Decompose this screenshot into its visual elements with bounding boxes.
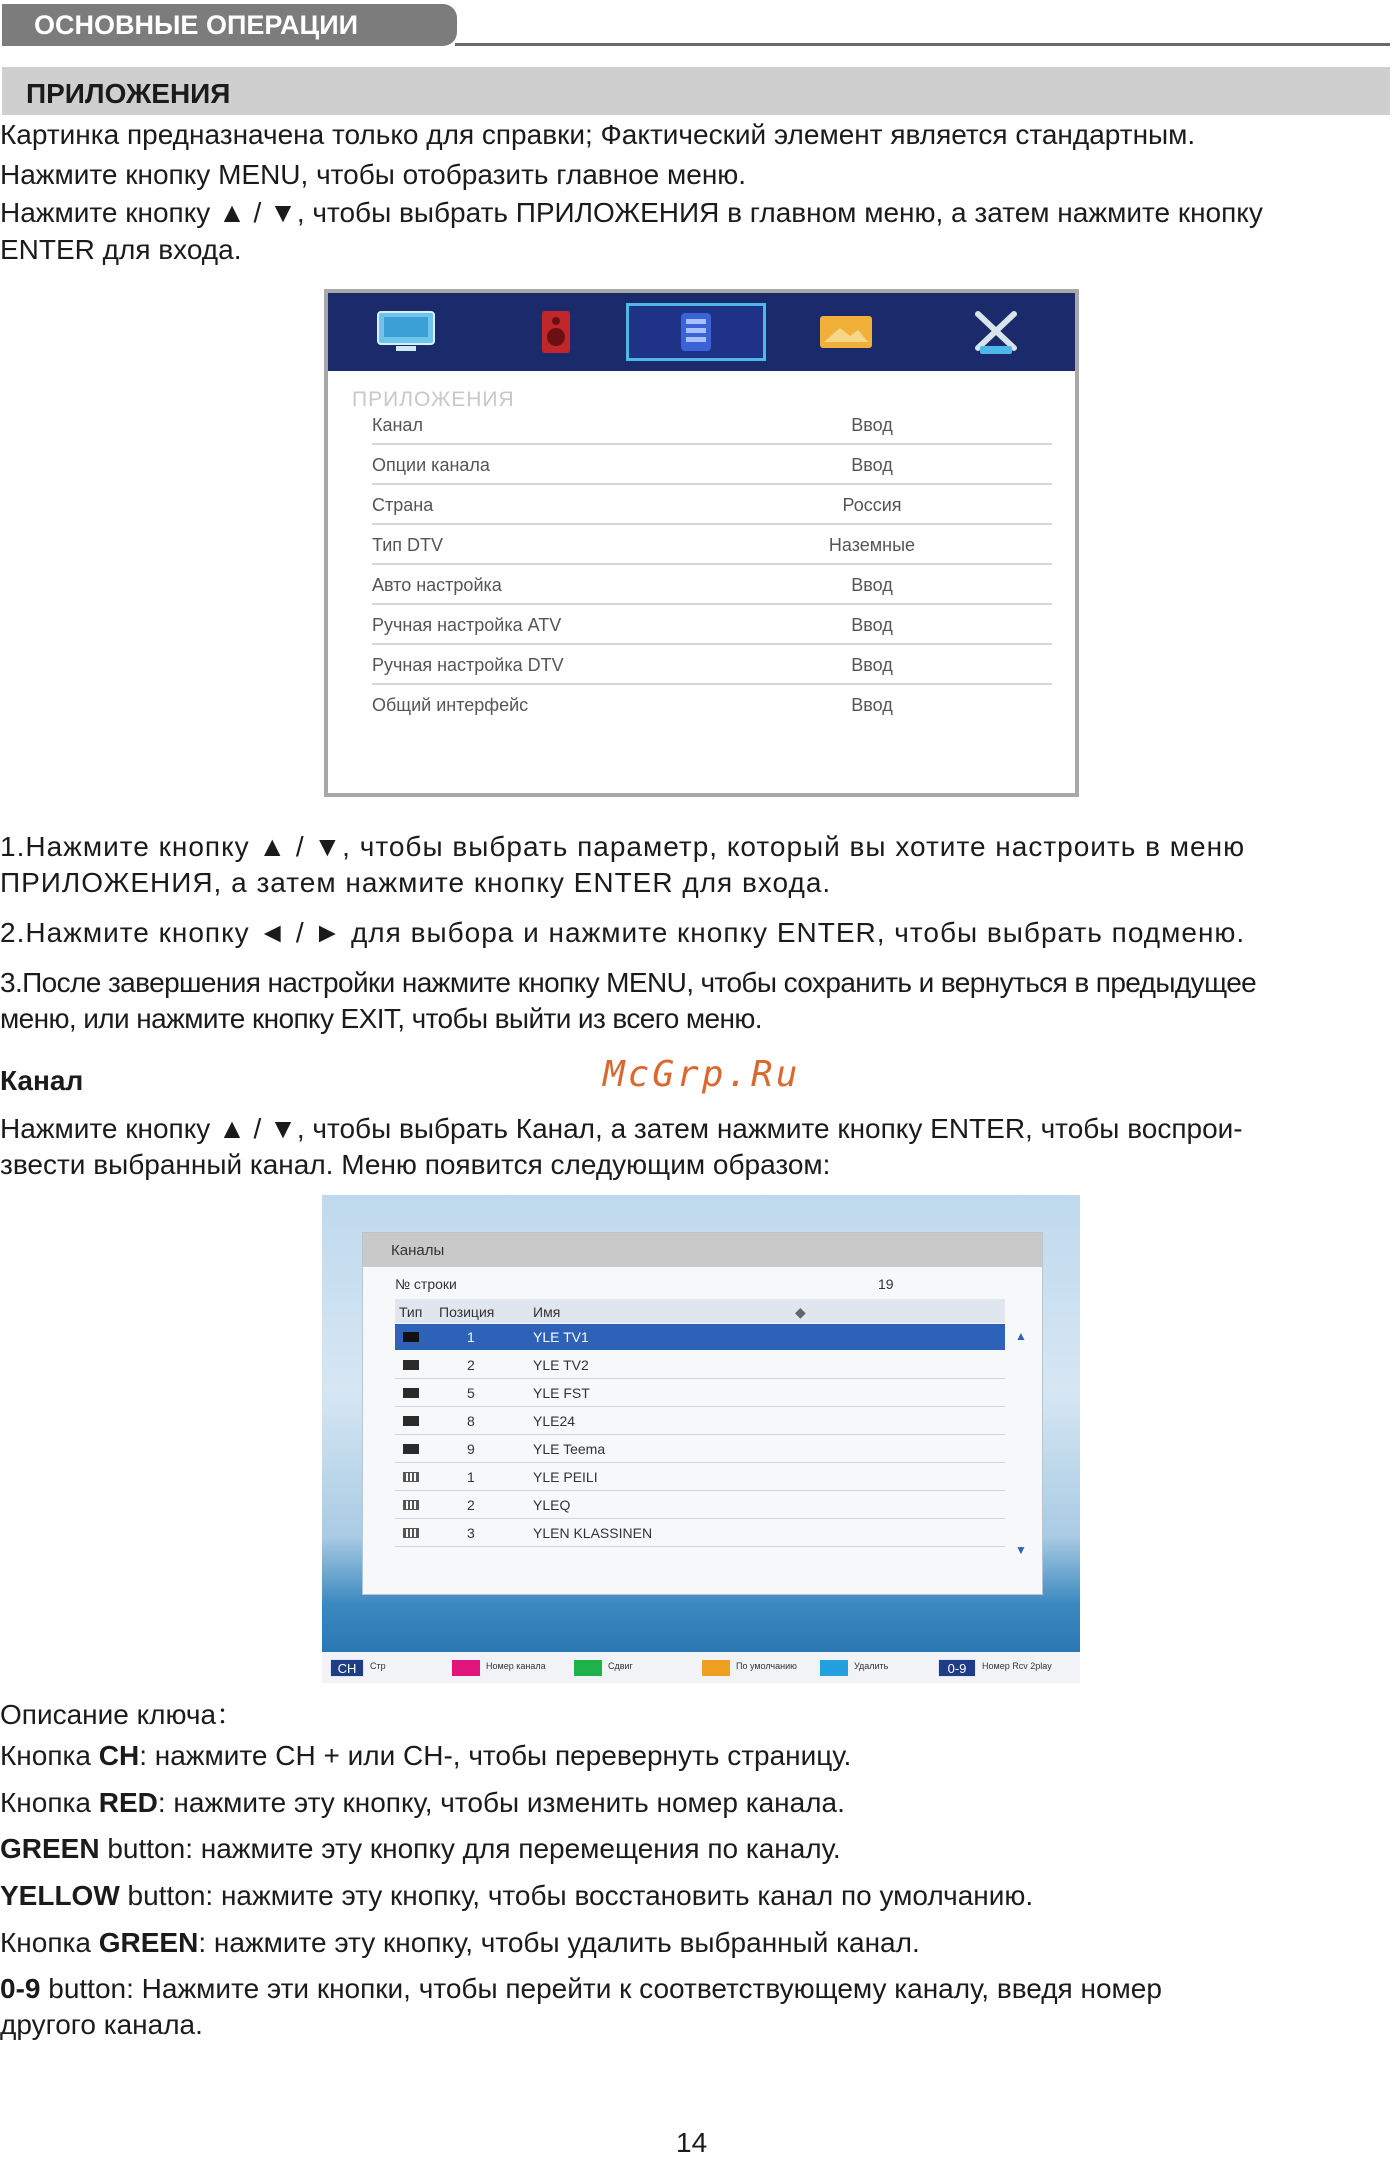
- channel-list-titlebar: [363, 1233, 1042, 1267]
- channel-row[interactable]: [395, 1492, 1005, 1519]
- key-description-heading: Описание ключа：: [0, 1699, 245, 1730]
- yellow-key-icon: [702, 1660, 730, 1676]
- key-name: 0-9: [0, 1973, 41, 2004]
- dtv-icon: [403, 1332, 419, 1342]
- radio-icon: [403, 1472, 419, 1482]
- menu-row-value: Россия: [842, 495, 902, 515]
- key-legend-bar: [322, 1652, 1080, 1683]
- yellow-key-label: По умолчанию: [736, 1661, 797, 1671]
- picture-icon: [776, 303, 916, 361]
- header-name: Имя: [533, 1304, 561, 1320]
- channel-position: 5: [467, 1385, 475, 1401]
- step-1-line-2: ПРИЛОЖЕНИЯ, а затем нажмите кнопку ENTER для входа.: [0, 867, 832, 898]
- section-divider: [455, 43, 1390, 46]
- menu-row[interactable]: [372, 643, 1052, 685]
- apps-icon: [626, 303, 766, 361]
- menu-row-value: Ввод: [851, 455, 893, 475]
- dtv-icon: [403, 1416, 419, 1426]
- channel-name: YLE TV2: [533, 1357, 589, 1373]
- key-number-description-cont: другого канала.: [0, 2009, 203, 2040]
- channel-row[interactable]: [395, 1408, 1005, 1435]
- menu-row[interactable]: [372, 403, 1052, 445]
- channel-table-header: [395, 1299, 1005, 1323]
- key-green-delete-description: [0, 1924, 920, 1961]
- apps-menu-screenshot: [324, 289, 1079, 797]
- menu-row-value: Ввод: [851, 415, 893, 435]
- step-1-line-1: 1.Нажмите кнопку ▲ / ▼, чтобы выбрать параметр, который вы хотите настроить в меню: [0, 831, 1246, 862]
- channel-name: YLE FST: [533, 1385, 590, 1401]
- red-key-icon: [452, 1660, 480, 1676]
- channel-name: YLE Teema: [533, 1441, 606, 1457]
- menu-row-value: Наземные: [828, 535, 916, 555]
- menu-row-label: Ручная настройка DTV: [372, 655, 564, 675]
- key-text: : нажмите CH + или CH-, чтобы перевернуть страницу.: [139, 1740, 852, 1771]
- channel-paragraph-line-2: звести выбранный канал. Меню появится следующим образом:: [0, 1149, 831, 1180]
- menu-row-label: Канал: [372, 415, 423, 435]
- channel-name: YLEQ: [533, 1497, 571, 1513]
- header-position: Позиция: [439, 1304, 495, 1320]
- channel-name: YLE TV1: [533, 1329, 589, 1345]
- key-name: YELLOW: [0, 1880, 120, 1911]
- key-text: button: Нажмите эти кнопки, чтобы перейти к соответствующему каналу, введя номер: [40, 1973, 1162, 2004]
- channel-heading: Канал: [0, 1065, 84, 1096]
- menu-title: ПРИЛОЖЕНИЯ: [352, 388, 515, 411]
- red-key-label: Номер канала: [486, 1661, 546, 1671]
- dtv-icon: [403, 1444, 419, 1454]
- menu-row-label: Общий интерфейс: [372, 695, 529, 715]
- dtv-icon: [403, 1388, 419, 1398]
- channel-list-panel: [362, 1232, 1043, 1595]
- channel-row[interactable]: [395, 1464, 1005, 1491]
- channel-position: 1: [467, 1329, 475, 1345]
- watermark: McGrp.Ru: [603, 1054, 801, 1095]
- scroll-down-icon[interactable]: ▼: [1015, 1543, 1027, 1557]
- key-ch-description: [0, 1737, 851, 1774]
- key-prefix: Кнопка: [0, 1787, 99, 1818]
- channel-paragraph-line-1: Нажмите кнопку ▲ / ▼, чтобы выбрать Канал, а затем нажмите кнопку ENTER, чтобы воспрои-: [0, 1113, 1243, 1144]
- key-name: GREEN: [0, 1833, 100, 1864]
- key-text: : нажмите эту кнопку, чтобы изменить номер канала.: [157, 1787, 845, 1818]
- green-key-label: Сдвиг: [608, 1661, 633, 1671]
- channel-count-label: № строки: [395, 1276, 457, 1292]
- ch-key-icon: CH: [330, 1659, 364, 1677]
- channel-name: YLE PEILI: [533, 1469, 598, 1485]
- key-name: GREEN: [98, 1927, 199, 1958]
- green-key-icon: [574, 1660, 602, 1676]
- key-name: CH: [98, 1740, 140, 1771]
- menu-row[interactable]: [372, 523, 1052, 565]
- key-prefix: Кнопка: [0, 1927, 99, 1958]
- channel-list-screenshot: [322, 1195, 1080, 1683]
- menu-row[interactable]: [372, 563, 1052, 605]
- radio-icon: [403, 1528, 419, 1538]
- key-text: : нажмите эту кнопку, чтобы удалить выбранный канал.: [198, 1927, 920, 1958]
- dtv-icon: [403, 1360, 419, 1370]
- step-3-line-1: 3.После завершения настройки нажмите кнопку MENU, чтобы сохранить и вернуться в предыдущее: [0, 967, 1257, 998]
- menu-row-label: Авто настройка: [372, 575, 502, 595]
- channel-row[interactable]: [395, 1324, 1005, 1350]
- intro-line-3: Нажмите кнопку ▲ / ▼, чтобы выбрать ПРИЛОЖЕНИЯ в главном меню, а затем нажмите кнопку: [0, 197, 1263, 228]
- channel-position: 8: [467, 1413, 475, 1429]
- channel-count-value: 19: [878, 1276, 894, 1292]
- channel-row[interactable]: [395, 1520, 1005, 1547]
- key-text: button: нажмите эту кнопку, чтобы восстановить канал по умолчанию.: [119, 1880, 1034, 1911]
- header-type: Тип: [399, 1304, 423, 1320]
- menu-tab-bar: [328, 293, 1075, 371]
- key-name: RED: [98, 1787, 158, 1818]
- channel-row[interactable]: [395, 1380, 1005, 1407]
- tools-icon: [926, 303, 1066, 361]
- channel-position: 2: [467, 1357, 475, 1373]
- subsection-title: ПРИЛОЖЕНИЯ: [2, 67, 1390, 115]
- intro-line-2: Нажмите кнопку MENU, чтобы отобразить главное меню.: [0, 159, 747, 190]
- menu-row[interactable]: [372, 603, 1052, 645]
- number-key-icon: 0-9: [938, 1659, 976, 1677]
- channel-position: 2: [467, 1497, 475, 1513]
- key-green-description: [0, 1830, 841, 1867]
- intro-line-4: ENTER для входа.: [0, 234, 242, 265]
- blue-key-label: Удалить: [854, 1661, 889, 1671]
- key-red-description: [0, 1784, 845, 1821]
- page-number: 14: [676, 2127, 708, 2158]
- channel-position: 1: [467, 1469, 475, 1485]
- channel-name: YLEN KLASSINEN: [533, 1525, 653, 1541]
- menu-row-value: Ввод: [851, 615, 893, 635]
- menu-row-value: Ввод: [851, 695, 893, 715]
- key-prefix: Кнопка: [0, 1740, 99, 1771]
- channel-list-title: Каналы: [391, 1242, 445, 1259]
- channel-row[interactable]: [395, 1352, 1005, 1379]
- menu-row-label: Ручная настройка ATV: [372, 615, 562, 635]
- step-2: 2.Нажмите кнопку ◄ / ► для выбора и нажмите кнопку ENTER, чтобы выбрать подменю.: [0, 917, 1246, 948]
- key-yellow-description: [0, 1877, 1033, 1914]
- menu-row[interactable]: [372, 683, 1052, 723]
- menu-row-label: Страна: [372, 495, 434, 515]
- menu-row[interactable]: [372, 443, 1052, 485]
- intro-line-1: Картинка предназначена только для справки; Фактический элемент является стандартным.: [0, 119, 1196, 150]
- channel-name: YLE24: [533, 1413, 576, 1429]
- number-key-label: Номер Rcv 2play: [982, 1661, 1052, 1671]
- menu-row-value: Ввод: [851, 575, 893, 595]
- menu-row[interactable]: [372, 483, 1052, 525]
- menu-row-label: Тип DTV: [372, 535, 444, 555]
- ch-key-label: Стр: [370, 1661, 386, 1671]
- channel-row[interactable]: [395, 1436, 1005, 1463]
- tv-icon: [336, 303, 476, 361]
- section-title: ОСНОВНЫЕ ОПЕРАЦИИ: [2, 4, 457, 46]
- menu-row-value: Ввод: [851, 655, 893, 675]
- menu-row-label: Опции канала: [372, 455, 490, 475]
- key-text: button: нажмите эту кнопку для перемещения по каналу.: [99, 1833, 841, 1864]
- key-number-description: [0, 1970, 1162, 2007]
- channel-position: 3: [467, 1525, 475, 1541]
- channel-position: 9: [467, 1441, 475, 1457]
- radio-icon: [403, 1500, 419, 1510]
- scroll-up-icon[interactable]: ▲: [1015, 1329, 1027, 1343]
- speaker-icon: [486, 303, 626, 361]
- lock-icon: ◆: [795, 1304, 806, 1320]
- step-3-line-2: меню, или нажмите кнопку EXIT, чтобы выйти из всего меню.: [0, 1003, 762, 1034]
- blue-key-icon: [820, 1660, 848, 1676]
